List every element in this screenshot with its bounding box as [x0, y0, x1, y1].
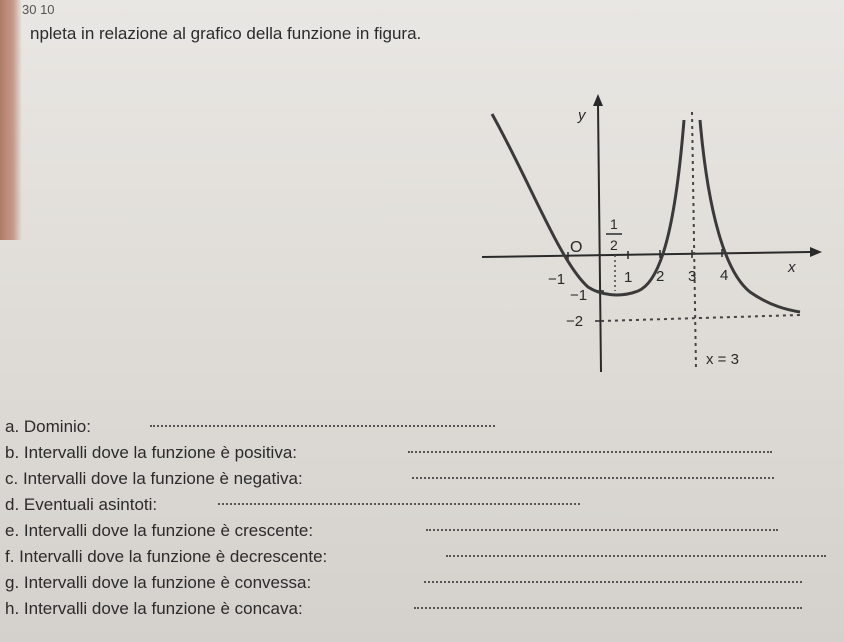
question-d: d. Eventuali asintoti:	[5, 495, 158, 514]
x-axis-label: x	[788, 259, 796, 276]
y-tick-neg2-label: −2	[566, 313, 584, 330]
answer-line-c[interactable]	[412, 477, 774, 479]
y-axis	[598, 104, 601, 372]
page-number: 30 10	[22, 2, 55, 17]
y-axis-arrow	[593, 94, 603, 106]
answer-line-f[interactable]	[446, 555, 826, 557]
answer-line-d[interactable]	[218, 503, 580, 505]
question-c: c. Intervalli dove la funzione è negativa:	[5, 469, 303, 488]
answer-line-h[interactable]	[414, 607, 802, 609]
x-tick-1-label: 1	[624, 269, 633, 286]
answer-line-e[interactable]	[426, 529, 778, 531]
half-numerator: 1	[610, 216, 618, 232]
question-b: b. Intervalli dove la funzione è positiva:	[5, 443, 298, 462]
answer-line-a[interactable]	[150, 425, 495, 427]
answer-line-b[interactable]	[408, 451, 772, 453]
function-graph	[470, 92, 830, 382]
origin-label: O	[570, 239, 583, 256]
x-axis-arrow	[810, 247, 822, 257]
question-e: e. Intervalli dove la funzione è crescente:	[5, 521, 314, 540]
asymptote-vertical	[692, 112, 696, 370]
answer-line-g[interactable]	[424, 581, 802, 583]
curve-right-branch	[700, 120, 800, 312]
half-denominator: 2	[610, 237, 618, 253]
question-a: a. Dominio:	[5, 417, 91, 436]
y-axis-label: y	[578, 107, 586, 124]
x-tick-neg1-label: −1	[548, 271, 566, 288]
x-tick-4-label: 4	[720, 267, 729, 284]
page-edge	[0, 0, 22, 240]
question-g: g. Intervalli dove la funzione è convessa:	[5, 573, 312, 592]
x-tick-2-label: 2	[656, 268, 665, 285]
y-tick-neg1-label: −1	[570, 287, 588, 304]
x-tick-3-label: 3	[688, 268, 697, 285]
instruction-text: npleta in relazione al grafico della funzione in figura.	[30, 24, 422, 43]
x-axis	[482, 252, 810, 257]
question-h: h. Intervalli dove la funzione è concava:	[5, 599, 303, 618]
question-f: f. Intervalli dove la funzione è decrescente:	[5, 547, 328, 566]
asymptote-label: x = 3	[706, 351, 739, 368]
asymptote-horizontal	[601, 315, 800, 321]
